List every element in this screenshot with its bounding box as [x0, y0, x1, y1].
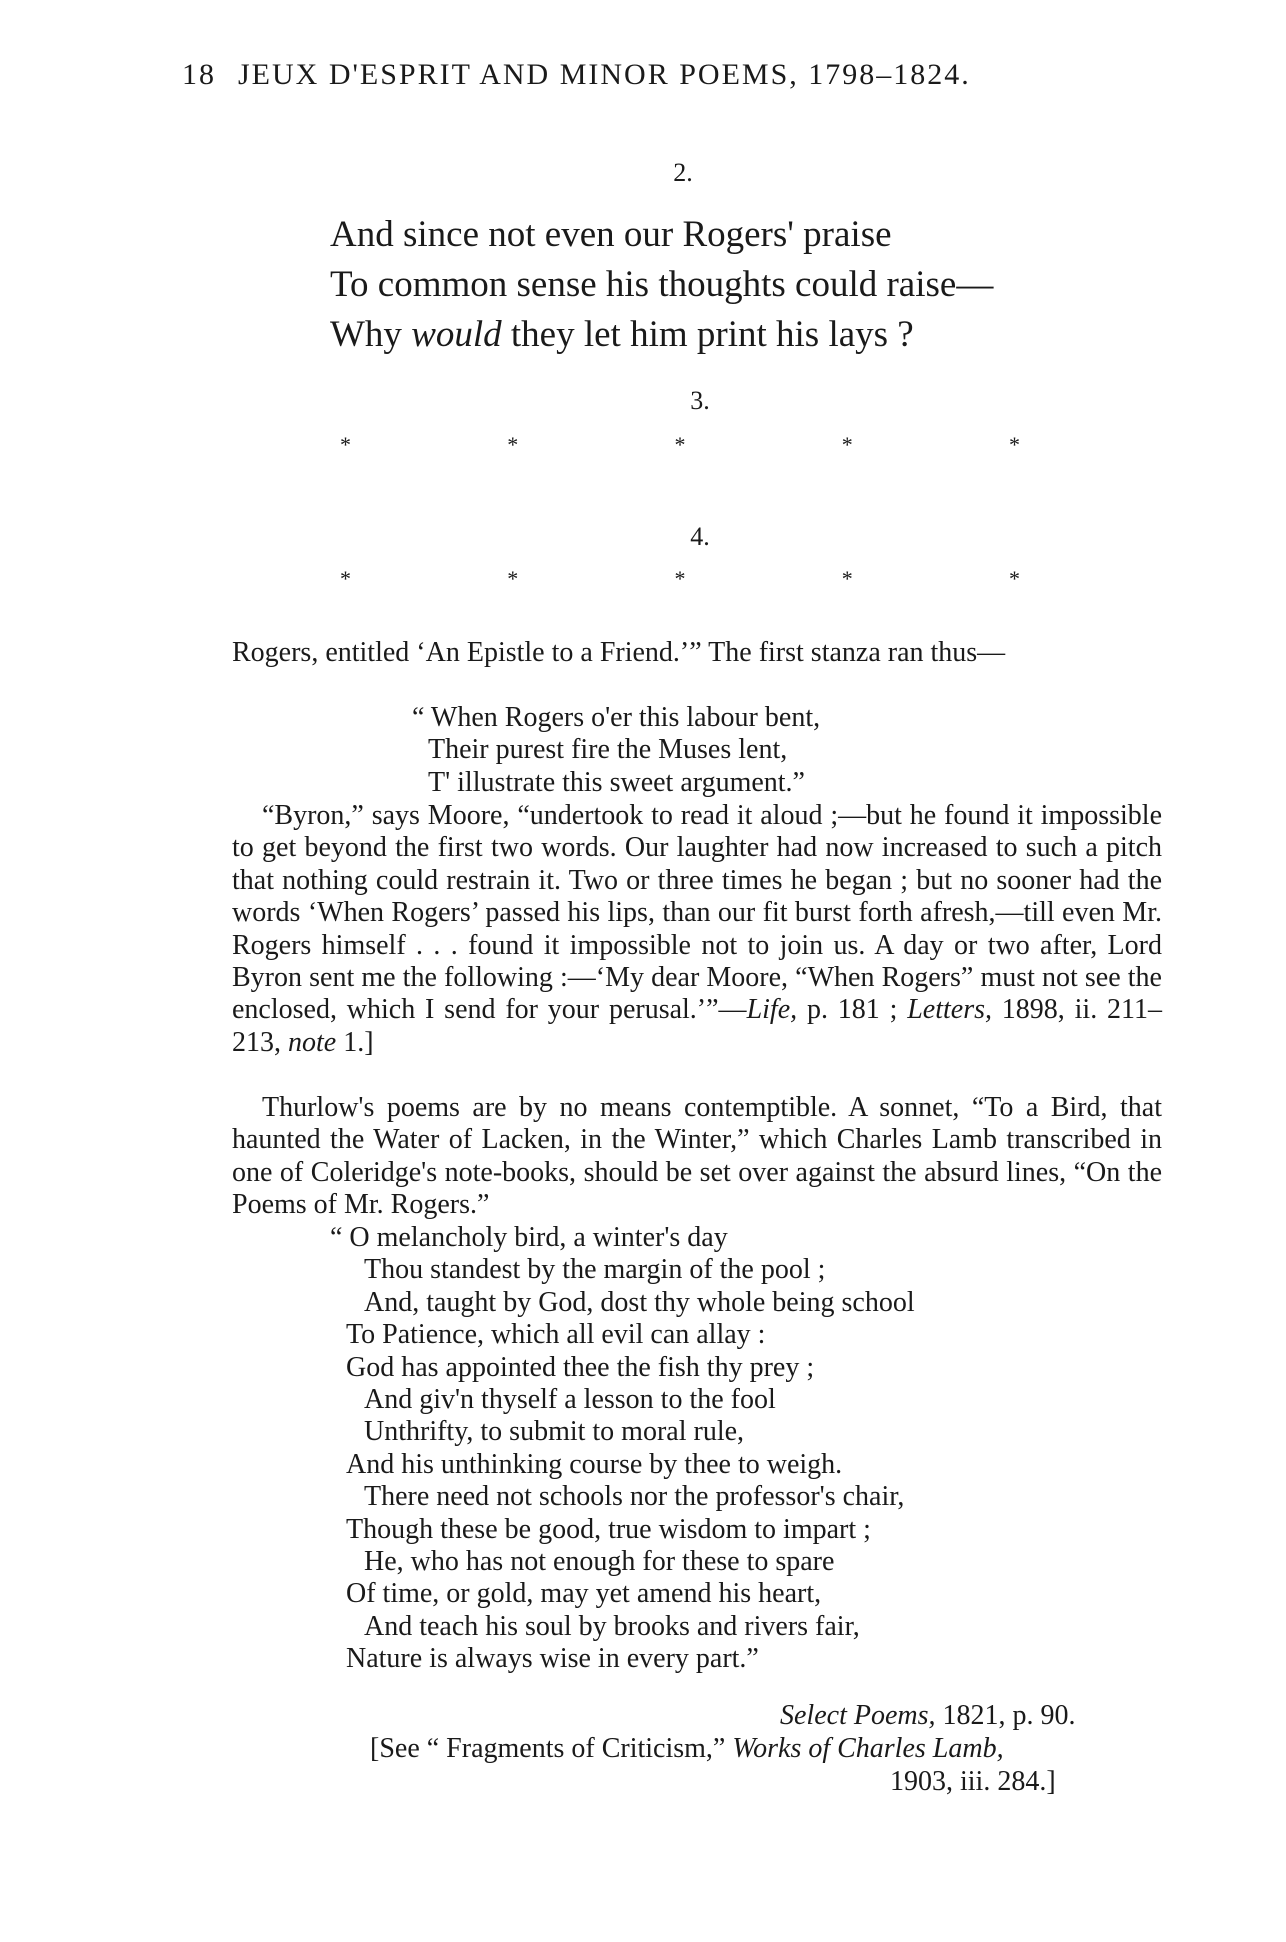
section-number-3: 3.: [690, 386, 710, 415]
quote-line: “ When Rogers o'er this labour bent,: [412, 702, 821, 733]
running-head: [182, 58, 1142, 92]
citation-see-also: [See “ Fragments of Criticism,” Works of Charles Lamb,: [370, 1733, 1004, 1764]
running-title: JEUX D'ESPRIT AND MINOR POEMS, 1798–1824.: [238, 58, 971, 91]
stanza-line: Why would they let him print his lays ?: [330, 314, 914, 355]
sonnet-line: And teach his soul by brooks and rivers fair,: [364, 1610, 860, 1642]
stanza-line: And since not even our Rogers' praise: [330, 214, 892, 255]
asterisk: *: [674, 432, 686, 457]
stanza-line: To common sense his thoughts could raise—: [330, 264, 994, 305]
sonnet-line: Though these be good, true wisdom to impart ;: [346, 1513, 871, 1545]
page-number: 18: [182, 58, 216, 91]
sonnet: [330, 1222, 915, 1676]
note-paragraph-2: [232, 800, 1162, 1059]
stanza-2: [330, 210, 993, 360]
asterisk: *: [507, 432, 519, 457]
asterisk: *: [1009, 566, 1020, 591]
sonnet-line: “ O melancholy bird, a winter's day: [330, 1222, 728, 1253]
sonnet-line: Nature is always wise in every part.”: [346, 1643, 759, 1675]
paragraph-text: “Byron,” says Moore, “undertook to read it aloud ;—but he found it impossible to get beyond the first two words. Our laughter had now increased to such a pitch that nothing could restrain it. Two or three times he began ; but no sooner had the words ‘When Rogers’ passed his lips, than our fit burst forth afresh,—till even Mr. Rogers himself . . . found it impossible not to join us. A day or two after, Lord Byron sent me the following :—‘My dear Moore, “When Rogers” must not see the enclosed, which I send for your perusal.’”—Life, p. 181 ; Letters, 1898, ii. 211–213, note 1.]: [232, 800, 1162, 1058]
section-number-4: 4.: [690, 522, 710, 551]
sonnet-line: God has appointed thee the fish thy prey ;: [346, 1351, 815, 1383]
quote-line: T' illustrate this sweet argument.”: [428, 766, 805, 798]
note-paragraph-3: [232, 1092, 1162, 1222]
asterisk: *: [674, 566, 686, 591]
sonnet-line: To Patience, which all evil can allay :: [346, 1319, 766, 1351]
emphasis: would: [411, 314, 502, 355]
asterism-4: [340, 566, 1020, 592]
asterisk: *: [1009, 432, 1020, 457]
section-number-2: 2.: [673, 158, 693, 187]
asterisk: *: [340, 432, 351, 457]
asterisk: *: [340, 566, 351, 591]
asterisk: *: [841, 566, 853, 591]
sonnet-line: He, who has not enough for these to spare: [364, 1546, 835, 1578]
asterisk: *: [507, 566, 519, 591]
sonnet-line: Unthrifty, to submit to moral rule,: [364, 1416, 745, 1448]
paragraph-text: Rogers, entitled ‘An Epistle to a Friend.’” The first stanza ran thus—: [232, 637, 1006, 668]
asterisk: *: [841, 432, 853, 457]
quoted-stanza: [412, 702, 820, 799]
note-paragraph-1: [232, 637, 1162, 669]
sonnet-line: Thou standest by the margin of the pool ;: [364, 1254, 826, 1286]
sonnet-line: There need not schools nor the professor's chair,: [364, 1481, 905, 1513]
citation-select-poems: Select Poems, 1821, p. 90.: [780, 1700, 1076, 1731]
sonnet-line: And, taught by God, dost thy whole being school: [364, 1286, 915, 1318]
quote-line: Their purest fire the Muses lent,: [428, 734, 788, 766]
sonnet-line: And his unthinking course by thee to weigh.: [346, 1448, 843, 1480]
sonnet-line: And giv'n thyself a lesson to the fool: [364, 1384, 776, 1416]
citation-see-also-year: 1903, iii. 284.]: [890, 1766, 1056, 1797]
paragraph-text: Thurlow's poems are by no means contemptible. A sonnet, “To a Bird, that haunted the Water of Lacken, in the Winter,” which Charles Lamb transcribed in one of Coleridge's note-books, should be set over against the absurd lines, “On the Poems of Mr. Rogers.”: [232, 1092, 1162, 1221]
asterism-3: [340, 432, 1020, 458]
sonnet-line: Of time, or gold, may yet amend his heart,: [346, 1578, 822, 1610]
